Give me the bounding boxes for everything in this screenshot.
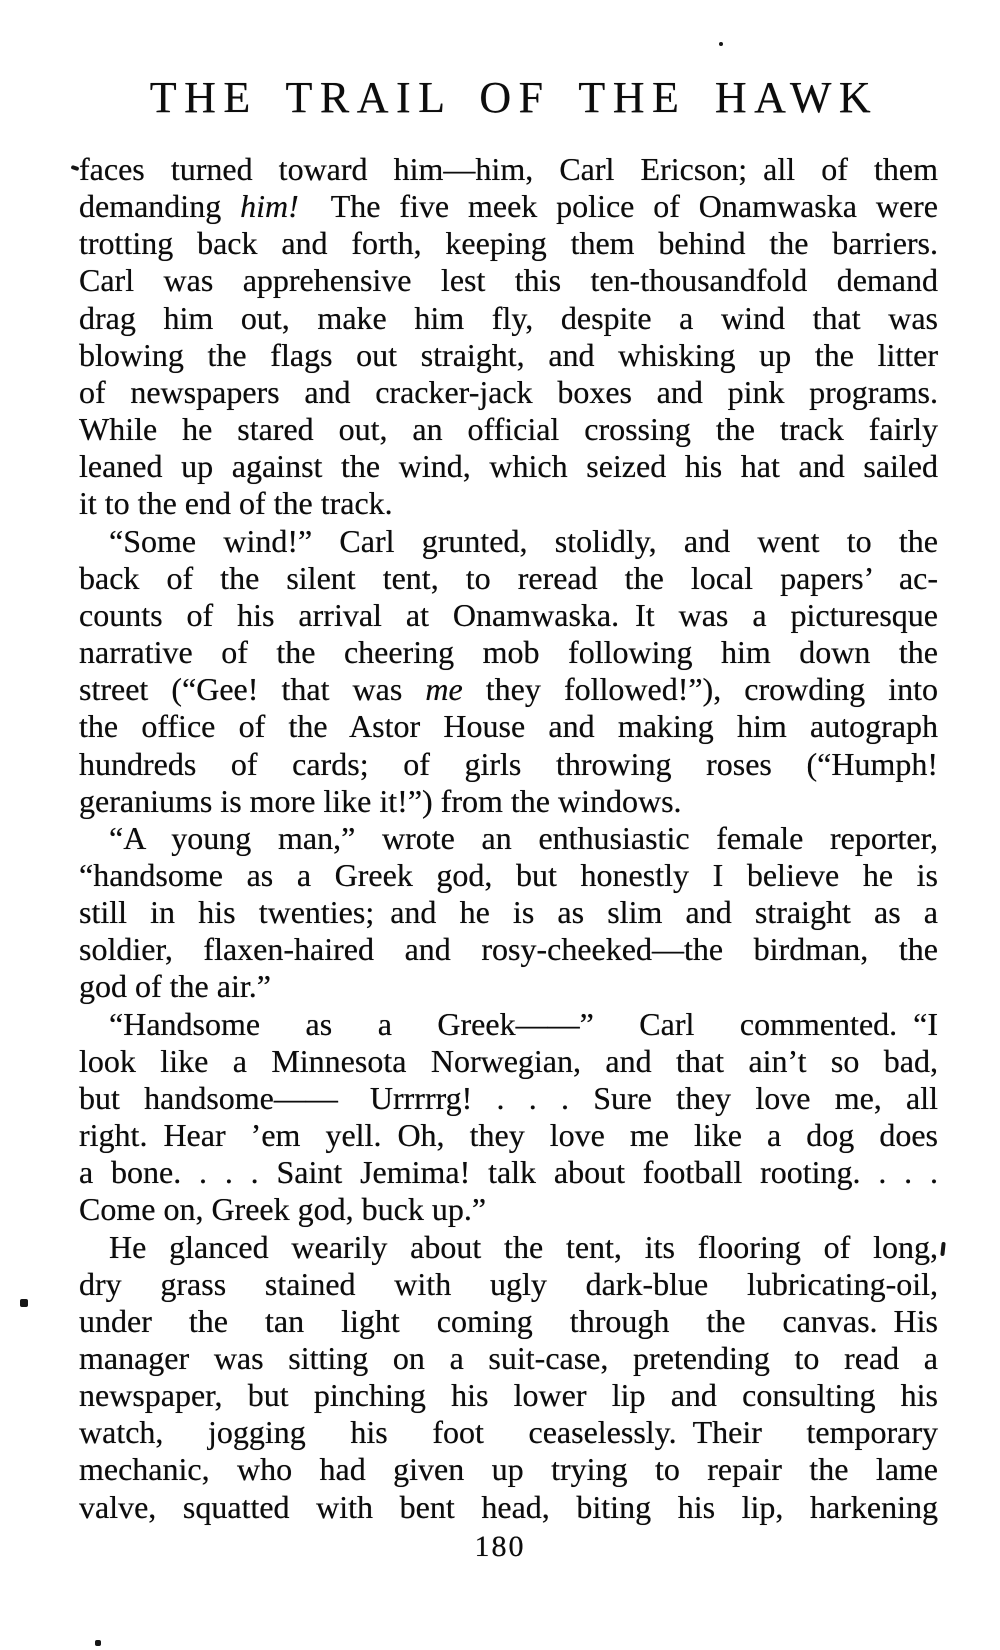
text-line: the office of the Astor House and making him autograph: [79, 708, 938, 745]
text-line: Carl was apprehensive lest this ten-thousandfold demand: [79, 262, 938, 299]
text-line: newspaper, but pinching his lower lip and consulting his: [79, 1377, 938, 1414]
text-line: of newspapers and cracker-jack boxes and pink programs.: [79, 373, 938, 410]
page-text: [79, 151, 938, 1526]
text-line: it to the end of the track.: [79, 485, 393, 522]
paragraph-1: [79, 151, 938, 523]
text-line: back of the silent tent, to reread the local papers’ ac-: [79, 559, 938, 596]
text-segment: The five meek police of Onamwaska were: [298, 188, 939, 225]
text-line: god of the air.”: [79, 968, 271, 1005]
scan-speck: [719, 42, 723, 46]
text-line: [79, 188, 938, 225]
text-line: valve, squatted with bent head, biting his lip, harkening: [79, 1488, 938, 1525]
text-line: a bone. . . . Saint Jemima! talk about football rooting. . . .: [79, 1154, 938, 1191]
paragraph-3: [79, 820, 938, 1006]
scan-speck: [95, 1640, 101, 1646]
italic-text: me: [425, 671, 463, 708]
text-line: under the tan light coming through the canvas. His: [79, 1302, 938, 1339]
page-number: 180: [474, 1530, 526, 1563]
text-line: “Handsome as a Greek——” Carl commented. “I: [109, 1005, 938, 1042]
text-line: [79, 671, 938, 708]
text-line: faces turned toward him—him, Carl Ericson; all of them: [79, 151, 938, 187]
text-line: While he stared out, an official crossing the track fairly: [79, 411, 938, 448]
text-line: blowing the flags out straight, and whisking up the litter: [79, 336, 938, 373]
text-line: “handsome as a Greek god, but honestly I believe he is: [79, 856, 938, 893]
text-line: hundreds of cards; of girls throwing roses (“Humph!: [79, 745, 938, 782]
text-line: watch, jogging his foot ceaselessly. Their temporary: [79, 1414, 938, 1451]
scan-speck: [20, 1299, 28, 1307]
text-line: soldier, flaxen-haired and rosy-cheeked—the birdman, the: [79, 931, 938, 968]
text-line: drag him out, make him fly, despite a wind that was: [79, 299, 938, 336]
text-line: leaned up against the wind, which seized his hat and sailed: [79, 448, 938, 485]
text-line: geraniums is more like it!”) from the windows.: [79, 782, 682, 819]
text-line: “Some wind!” Carl grunted, stolidly, and went to the: [109, 522, 938, 559]
text-line: counts of his arrival at Onamwaska. It was a picturesque: [79, 596, 938, 633]
running-head-title: THE TRAIL OF THE HAWK: [149, 73, 879, 122]
text-line: narrative of the cheering mob following him down the: [79, 634, 938, 671]
text-line: right. Hear ’em yell. Oh, they love me like a dog does: [79, 1117, 938, 1154]
text-segment: they followed!”), crowding into: [462, 671, 939, 708]
text-line: He glanced wearily about the tent, its flooring of long,: [109, 1228, 938, 1265]
text-line: trotting back and forth, keeping them behind the barriers.: [79, 225, 938, 262]
text-line: look like a Minnesota Norwegian, and that ain’t so bad,: [79, 1042, 938, 1079]
text-line: Come on, Greek god, buck up.”: [79, 1191, 487, 1228]
text-segment: street (“Gee! that was: [79, 671, 426, 708]
text-line: but handsome—— Urrrrrg! . . . Sure they love me, all: [79, 1079, 938, 1116]
text-line: “A young man,” wrote an enthusiastic female reporter,: [109, 819, 938, 856]
scan-speck: [940, 1242, 945, 1256]
text-line: manager was sitting on a suit-case, pretending to read a: [79, 1340, 938, 1376]
paragraph-2: [79, 523, 938, 820]
text-line: mechanic, who had given up trying to repair the lame: [79, 1451, 938, 1488]
paragraph-4: [79, 1006, 938, 1229]
italic-text: him!: [240, 188, 299, 225]
text-segment: demanding: [79, 188, 241, 225]
text-line: dry grass stained with ugly dark-blue lubricating-oil,: [79, 1265, 938, 1302]
paragraph-5: [79, 1229, 938, 1526]
text-line: still in his twenties; and he is as slim and straight as a: [79, 894, 938, 931]
